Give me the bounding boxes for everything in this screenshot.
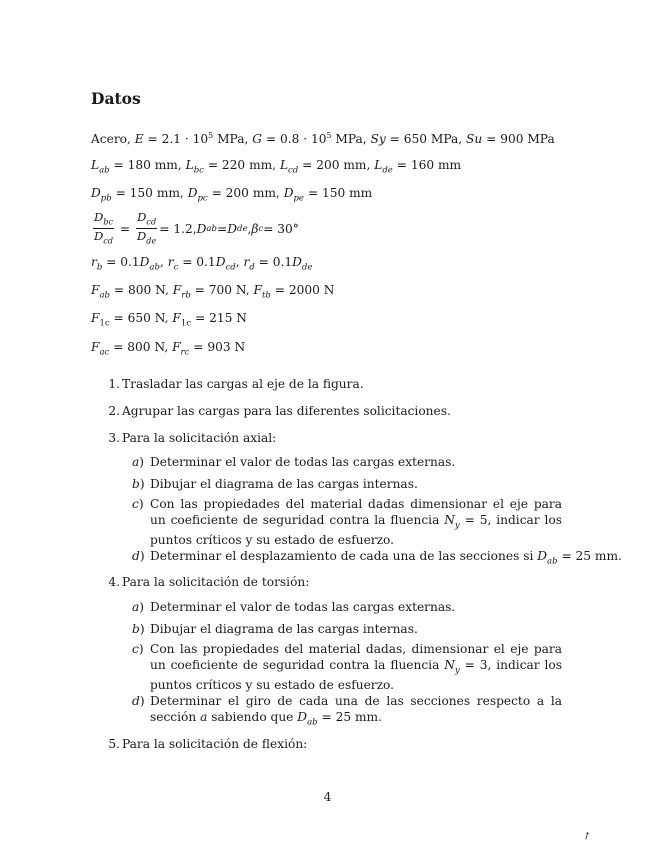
data-line-material: Acero, $E = 2.1 \cdot 10^5$ MPa, $G = 0.8 \cdot 10^5$ MPa, Sy = 650 MPa, Su = 900 MPa bbox=[91, 131, 555, 147]
corner-mark-icon: ↗ bbox=[580, 829, 594, 844]
page-number: 4 bbox=[323, 790, 332, 804]
section-title: Datos bbox=[91, 89, 141, 108]
fraction-2: $\frac{D_{cd}}{D_{de}}$ bbox=[137, 210, 157, 246]
data-line-diameter-ratios: $\frac{D_{bc}}{D_{cd}}$ = $\frac{D_{cd}}{D_{de}}$ = 1.2, D ab = D de , β c = 30° bbox=[94, 210, 299, 246]
fraction-1: $\frac{D_{bc}}{D_{cd}}$ bbox=[94, 210, 114, 246]
data-line-forces-b: $F_{ab} = 800$ N, $F_{rb} = 700$ N, $F_{tb} = 2000$ N bbox=[91, 283, 335, 301]
data-line-forces-c1: $F_{1c} = 650$ N, $F_{1c} = 215$ N bbox=[91, 311, 247, 329]
data-line-forces-c2: $F_{ac} = 800$ N, $F_{rc} = 903$ N bbox=[91, 340, 246, 358]
data-line-lengths: $L_{ab} = 180$ mm, $L_{bc} = 220$ mm, $L_{cd} = 200$ mm, $L_{de} = 160$ mm bbox=[91, 158, 462, 176]
document-page: Datos Acero, $E = 2.1 \cdot 10^5$ MPa, $G = 0.8 \cdot 10^5$ MPa, Sy = 650 MPa, Su = 900 MPa $L_{ab} = 180$ mm, $L_{bc} = 220$ mm, $L_{cd} = 200$ mm, $L_{de} = 160$ mm $D_{pb} = 150$ mm, $D_{pc} = 200$ mm, $D_{pe} = 150$ mm $\frac{D_{bc}}{D_{cd}}$ = $\frac{D_{cd}}{D_{de}}$ = 1.2, D ab = D de , β c = 30° $r_b = 0.1D_{ab}$, $r_c = 0.1D_{cd}$, $r_d = 0.1D_{de}$ $F_{ab} = 800$ N, $F_{rb} = 700$ N, $F_{tb} = 2000$ N $F_{1c} = 650$ N, $F_{1c} = 215$ N $F_{ac} = 800$ N, $F_{rc} = 903$ N 1. Trasladar las cargas al eje de la figura. 2. Agrupar las cargas para las diferentes solicitaciones. 3. Para la solicitación axial: a) Determinar el valor de todas las cargas externas. b) Dibujar el diagrama de las cargas internas. c) Con las propiedades del material dadas dimensionar el eje para un coeficiente de seguridad contra la fluencia $N_y = 5$, indicar los puntos críticos y su estado de esfuerzo. d) Determinar el desplazamiento de cada una de las secciones si $D_{ab} = 25$ mm. 4. Para la solicitación de torsión: a) Determinar el valor de todas las cargas externas. b) Dibujar el diagrama de las cargas internas. c) Con las propiedades del material dadas, dimensionar el eje para un coeficiente de seguridad contra la fluencia $N_y = 3$, indicar los puntos críticos y su estado de esfuerzo. d) Determinar el giro de cada una de las secciones respecto a la sección a sabiendo que $D_{ab} = 25$ mm. 5. Para la solicitación de flexión: 4 ↗ bbox=[0, 0, 655, 848]
data-line-pulley-diameters: $D_{pb} = 150$ mm, $D_{pc} = 200$ mm, $D_{pe} = 150$ mm bbox=[91, 186, 373, 204]
data-line-radii: $r_b = 0.1D_{ab}$, $r_c = 0.1D_{cd}$, $r_d = 0.1D_{de}$ bbox=[91, 255, 313, 273]
